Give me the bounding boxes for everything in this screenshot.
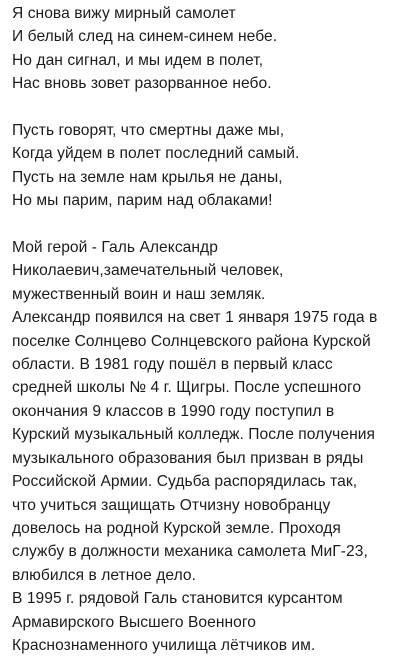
article-text (12, 2, 408, 657)
poem-stanza-1 (12, 2, 408, 96)
poem-line: Когда уйдем в полет последний самый. (12, 145, 300, 163)
scrollbar[interactable] (413, 24, 416, 124)
poem-line: Пусть на земле нам крылья не даны, (12, 168, 283, 186)
poem-line: Я снова вижу мирный самолет (12, 5, 236, 22)
prose-line: довелось на родной Курской земле. Проходя (12, 519, 341, 537)
prose-paragraph (12, 236, 408, 657)
poem-line: Но дан сигнал, и мы идем в полет, (12, 51, 264, 69)
prose-line: мужественный воин и наш земляк. (12, 285, 266, 303)
prose-line: поселке Солнцево Солнцевского района Курской (12, 332, 371, 350)
prose-line: Курский музыкальный колледж. После получения (12, 426, 375, 444)
paragraph-spacer (12, 213, 408, 236)
prose-line: Армавирского Высшего Военного (12, 613, 256, 631)
prose-line: окончания 9 классов в 1990 году поступил в (12, 402, 335, 420)
poem-line: Нас вновь зовет разорванное небо. (12, 75, 272, 93)
poem-line: Но мы парим, парим над облаками! (12, 192, 273, 210)
prose-line: Мой герой - Галь Александр (12, 239, 218, 257)
stanza-spacer (12, 96, 408, 119)
prose-line: музыкального образования был призван в ряды (12, 449, 364, 467)
prose-line: Николаевич,замечательный человек, (12, 262, 284, 280)
prose-line: области. В 1981 году пошёл в первый класс (12, 356, 333, 374)
prose-line: Александр появился на свет 1 января 1975 года в (12, 309, 378, 327)
prose-line: что учиться защищать Отчизну новобранцу (12, 496, 331, 514)
prose-line: В 1995 г. рядовой Галь становится курсантом (12, 590, 343, 608)
poem-line: Пусть говорят, что смертны даже мы, (12, 122, 285, 140)
prose-line: Краснознаменного училища лётчиков им. (12, 636, 316, 654)
prose-line: службу в должности механика самолета МиГ-23, (12, 543, 368, 561)
poem-stanza-2 (12, 119, 408, 213)
poem-line: И белый след на синем-синем небе. (12, 28, 278, 46)
prose-line: средней школы № 4 г. Щигры. После успешного (12, 379, 362, 397)
prose-line: влюбился в летное дело. (12, 566, 197, 584)
prose-line: Российской Армии. Судьба распорядилась так, (12, 473, 358, 491)
